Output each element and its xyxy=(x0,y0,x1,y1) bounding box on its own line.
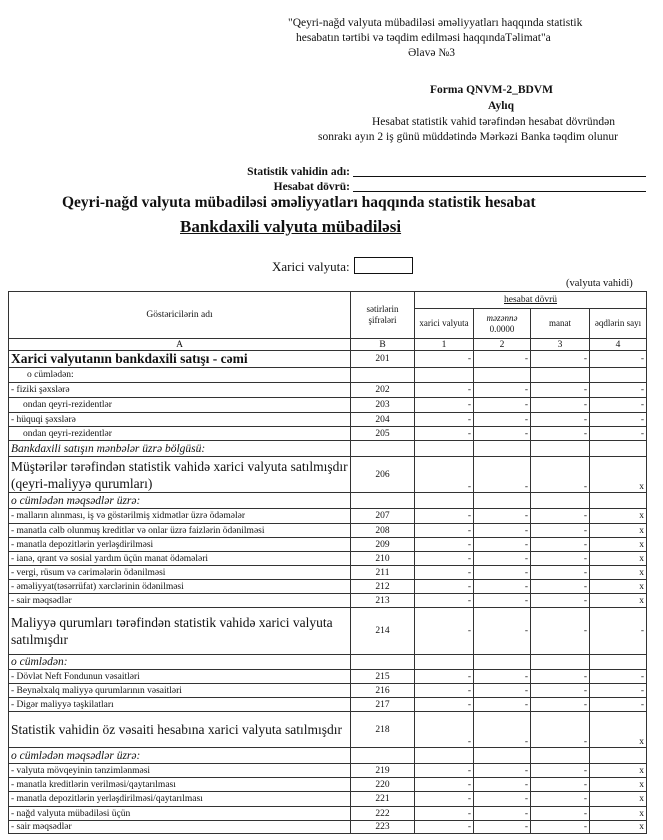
row-name: Xarici valyutanın bankdaxili satışı - cəmi xyxy=(9,351,351,368)
column-index-a: A xyxy=(9,339,351,351)
period-field[interactable] xyxy=(353,191,646,192)
row-code: 205 xyxy=(351,427,415,441)
period-label: Hesabat dövrü: xyxy=(273,181,350,193)
table-row: ondan qeyri-rezidentlər 203 - - - - xyxy=(9,398,647,413)
table-row xyxy=(9,351,647,368)
row-code: 222 xyxy=(351,807,415,821)
header-reporting-period: hesabat dövrü xyxy=(415,292,647,309)
submission-note-2: sonrakı ayın 2 iş günü müddətində Mərkəzi Banka təqdim olunur xyxy=(318,131,618,143)
row-code: 217 xyxy=(351,698,415,712)
table-row: Statistik vahidin öz vəsaiti hesabına xarici valyuta satılmışdır 218 - - - x xyxy=(9,712,647,748)
row-code: 221 xyxy=(351,792,415,807)
row-code: 208 xyxy=(351,524,415,538)
row-code: 223 xyxy=(351,821,415,834)
row-name: Statistik vahidin öz vəsaiti hesabına xarici valyuta satılmışdır xyxy=(9,712,351,748)
row-code: 203 xyxy=(351,398,415,413)
table-row: ondan qeyri-rezidentlər 205 - - - - xyxy=(9,427,647,441)
table-row: - fiziki şəxslərə 202 - - - - xyxy=(9,383,647,398)
currency-input-box[interactable] xyxy=(354,257,413,274)
row-name: - vergi, rüsum və cərimələrin ödənilməsi xyxy=(9,566,351,580)
table-row: - ianə, qrant və sosial yardım üçün manat ödəmələri 210 - - - x xyxy=(9,552,647,566)
row-name: Müştərilər tərəfindən statistik vahidə xarici valyuta satılmışdır (qeyri-maliyyə qurumları) xyxy=(9,457,351,493)
row-name: - fiziki şəxslərə xyxy=(9,383,351,398)
row-name: o cümlədən: xyxy=(9,655,351,670)
row-name: - hüquqi şəxslərə xyxy=(9,413,351,427)
row-code: 201 xyxy=(351,351,415,368)
report-subtitle: Bankdaxili valyuta mübadiləsi xyxy=(180,217,402,236)
appendix-number: Əlavə №3 xyxy=(408,47,456,59)
submission-note-1: Hesabat statistik vahid tərəfindən hesabat dövründən xyxy=(372,116,616,128)
row-code: 219 xyxy=(351,764,415,778)
statistics-table xyxy=(8,291,647,834)
row-name: - manatla kreditlərin verilməsi/qaytarılması xyxy=(9,778,351,792)
row-name: - nağd valyuta mübadiləsi üçün xyxy=(9,807,351,821)
row-name: - ianə, qrant və sosial yardım üçün manat ödəmələri xyxy=(9,552,351,566)
cell-value: - xyxy=(415,351,474,368)
table-row: - malların alınması, iş və göstərilmiş xidmətlər üzrə ödəmələr 207 - - - x xyxy=(9,509,647,524)
row-name: - manatla depozitlərin yerləşdirilməsi xyxy=(9,538,351,552)
row-code: 204 xyxy=(351,413,415,427)
row-code: 214 xyxy=(351,608,415,655)
row-code: 206 xyxy=(351,457,415,493)
table-row: - manatla depozitlərin yerləşdirilməsi 209 - - - x xyxy=(9,538,647,552)
report-title: Qeyri-nağd valyuta mübadiləsi əməliyyatları haqqında statistik hesabat xyxy=(62,194,536,211)
row-name: - sair məqsədlər xyxy=(9,821,351,834)
cell-value: - xyxy=(590,351,647,368)
row-name: ondan qeyri-rezidentlər xyxy=(9,427,351,441)
table-row xyxy=(9,655,647,670)
header-manat: manat xyxy=(531,309,590,339)
header-indicator-name: Göstəricilərin adı xyxy=(9,292,351,339)
table-row xyxy=(9,368,647,383)
cell-value: - xyxy=(531,351,590,368)
row-name: ondan qeyri-rezidentlər xyxy=(9,398,351,413)
table-row: - əməliyyat(təsərrüfat) xərclərinin ödənilməsi 212 - - - x xyxy=(9,580,647,594)
row-name: - əməliyyat(təsərrüfat) xərclərinin ödənilməsi xyxy=(9,580,351,594)
form-code: Forma QNVM-2_BDVM xyxy=(430,84,553,96)
table-row: - nağd valyuta mübadiləsi üçün 222 - - - x xyxy=(9,807,647,821)
row-code: 210 xyxy=(351,552,415,566)
row-name: Bankdaxili satışın mənbələr üzrə bölgüsü: xyxy=(9,441,351,457)
unit-name-label: Statistik vahidin adı: xyxy=(247,166,350,178)
header-deal-count: əqdlərin sayı xyxy=(590,309,647,339)
table-row: - Digər maliyyə təşkilatları 217 - - - - xyxy=(9,698,647,712)
table-row: - vergi, rüsum və cərimələrin ödənilməsi 211 - - - x xyxy=(9,566,647,580)
table-row: - manatla cəlb olunmuş kreditlər və onlar üzrə faizlərin ödənilməsi 208 - - - x xyxy=(9,524,647,538)
row-code: 209 xyxy=(351,538,415,552)
table-row: - valyuta mövqeyinin tənzimlənməsi 219 - - - x xyxy=(9,764,647,778)
column-index-b: B xyxy=(351,339,415,351)
column-index-1: 1 xyxy=(415,339,474,351)
table-row: - sair məqsədlər 213 - - - x xyxy=(9,594,647,608)
row-name: o cümlədən məqsədlər üzrə: xyxy=(9,493,351,509)
units-note: (valyuta vahidi) xyxy=(566,278,633,289)
row-name: - Dövlət Neft Fondunun vəsaitləri xyxy=(9,670,351,684)
table-row: - manatla kreditlərin verilməsi/qaytarılması 220 - - - x xyxy=(9,778,647,792)
reference-line-2: hesabatın tərtibi və təqdim edilməsi haqqındaTəlimat"a xyxy=(296,32,551,44)
table-row xyxy=(9,748,647,764)
cell-value: - xyxy=(474,351,531,368)
column-index-3: 3 xyxy=(531,339,590,351)
row-code: 211 xyxy=(351,566,415,580)
header-row-code: sətirlərin şifrələri xyxy=(351,292,415,339)
currency-label: Xarici valyuta: xyxy=(272,259,350,274)
appendix-reference xyxy=(288,16,648,61)
row-code: 218 xyxy=(351,712,415,748)
table-row xyxy=(9,441,647,457)
table-row: - hüquqi şəxslərə 204 - - - - xyxy=(9,413,647,427)
row-name: - valyuta mövqeyinin tənzimlənməsi xyxy=(9,764,351,778)
row-code: 216 xyxy=(351,684,415,698)
table-row: - manatla depozitlərin yerləşdirilməsi/qaytarılması 221 - - - x xyxy=(9,792,647,807)
header-exchange-rate: məzənnə 0.0000 xyxy=(474,309,531,339)
row-name: - manatla cəlb olunmuş kreditlər və onlar üzrə faizlərin ödənilməsi xyxy=(9,524,351,538)
table-row xyxy=(9,493,647,509)
row-name: - sair məqsədlər xyxy=(9,594,351,608)
unit-name-field[interactable] xyxy=(353,176,646,177)
row-name: - malların alınması, iş və göstərilmiş xidmətlər üzrə ödəmələr xyxy=(9,509,351,524)
header-foreign-currency: xarici valyuta xyxy=(415,309,474,339)
report-frequency: Aylıq xyxy=(488,100,514,112)
reference-line-1: "Qeyri-nağd valyuta mübadiləsi əməliyyatları haqqında statistik xyxy=(288,17,583,29)
row-name: o cümlədən məqsədlər üzrə: xyxy=(9,748,351,764)
row-name: - Beynəlxalq maliyyə qurumlarının vəsaitləri xyxy=(9,684,351,698)
table-row: Maliyyə qurumları tərəfindən statistik vahidə xarici valyuta satılmışdır 214 - - - - xyxy=(9,608,647,655)
row-code: 202 xyxy=(351,383,415,398)
row-name: o cümlədən: xyxy=(9,368,351,383)
table-row: - Beynəlxalq maliyyə qurumlarının vəsaitləri 216 - - - - xyxy=(9,684,647,698)
column-index-2: 2 xyxy=(474,339,531,351)
row-code: 212 xyxy=(351,580,415,594)
table-row: - Dövlət Neft Fondunun vəsaitləri 215 - - - - xyxy=(9,670,647,684)
row-code: 220 xyxy=(351,778,415,792)
table-row: Müştərilər tərəfindən statistik vahidə xarici valyuta satılmışdır (qeyri-maliyyə qurumları) 206 - - - x xyxy=(9,457,647,493)
row-code: 215 xyxy=(351,670,415,684)
column-index-4: 4 xyxy=(590,339,647,351)
row-name: - manatla depozitlərin yerləşdirilməsi/qaytarılması xyxy=(9,792,351,807)
row-name: - Digər maliyyə təşkilatları xyxy=(9,698,351,712)
row-code: 207 xyxy=(351,509,415,524)
row-name: Maliyyə qurumları tərəfindən statistik vahidə xarici valyuta satılmışdır xyxy=(9,608,351,655)
table-row: - sair məqsədlər 223 - - - x xyxy=(9,821,647,834)
row-code: 213 xyxy=(351,594,415,608)
